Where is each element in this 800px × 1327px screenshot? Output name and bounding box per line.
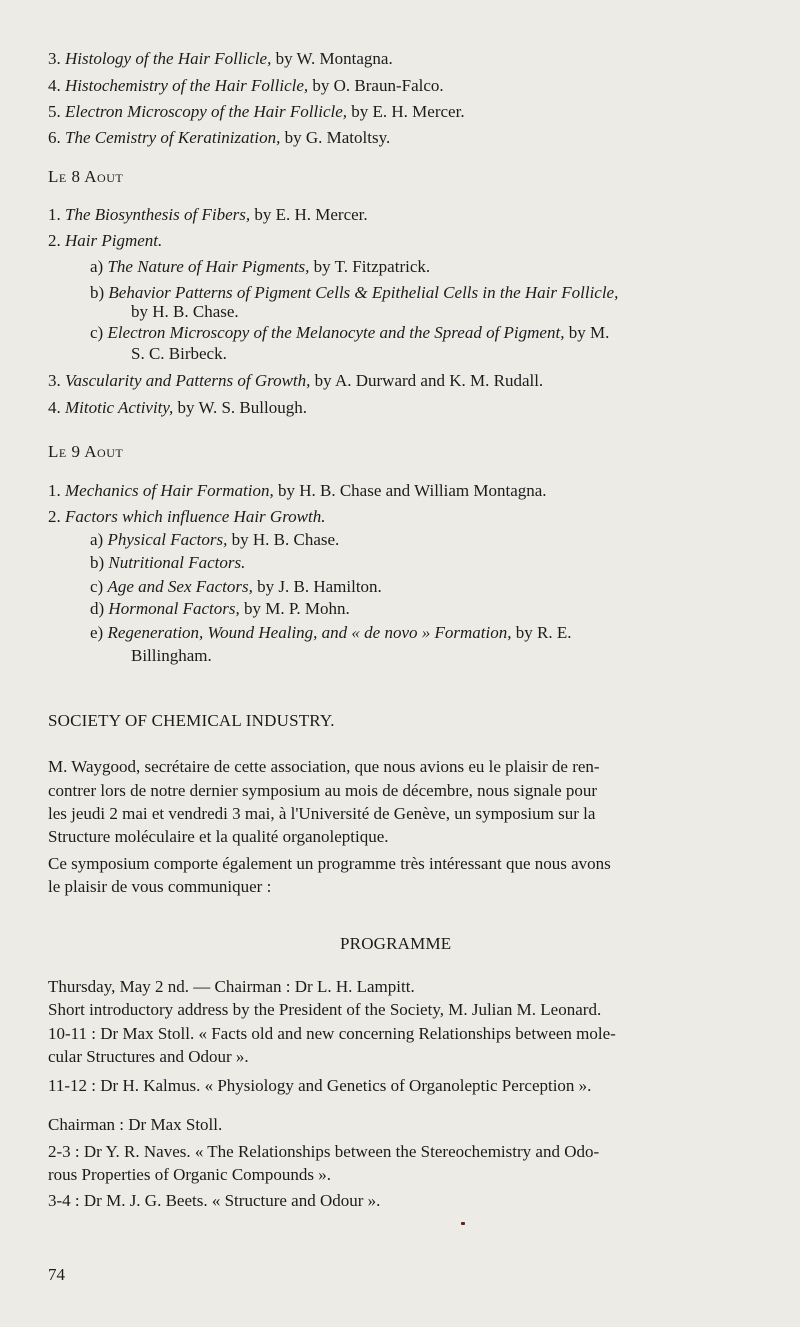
sub-list-item-continued: by H. B. Chase.: [131, 302, 239, 321]
list-item: 1. The Biosynthesis of Fibers, by E. H. Mercer.: [48, 205, 368, 224]
paragraph-line: les jeudi 2 mai et vendredi 3 mai, à l'Université de Genève, un symposium sur la: [48, 804, 596, 823]
sub-list-item: b) Behavior Patterns of Pigment Cells & Epithelial Cells in the Hair Follicle,: [90, 283, 619, 302]
programme-line: 3-4 : Dr M. J. G. Beets. « Structure and Odour ».: [48, 1191, 381, 1210]
ink-mark: [461, 1222, 465, 1225]
programme-line: cular Structures and Odour ».: [48, 1047, 249, 1066]
paragraph-line: Structure moléculaire et la qualité organoleptique.: [48, 827, 389, 846]
paragraph-line: Ce symposium comporte également un programme très intéressant que nous avons: [48, 854, 611, 873]
list-item: 6. The Cemistry of Keratinization, by G. Matoltsy.: [48, 128, 391, 147]
sub-list-item: e) Regeneration, Wound Healing, and « de novo » Formation, by R. E.: [90, 623, 572, 642]
sub-list-item: a) Physical Factors, by H. B. Chase.: [90, 530, 340, 549]
programme-line: 11-12 : Dr H. Kalmus. « Physiology and Genetics of Organoleptic Perception ».: [48, 1076, 592, 1095]
programme-line: Chairman : Dr Max Stoll.: [48, 1115, 223, 1134]
programme-line: rous Properties of Organic Compounds ».: [48, 1165, 331, 1184]
programme-line: 2-3 : Dr Y. R. Naves. « The Relationships between the Stereochemistry and Odo-: [48, 1142, 600, 1161]
list-item: 5. Electron Microscopy of the Hair Follicle, by E. H. Mercer.: [48, 102, 465, 121]
sub-list-item: c) Age and Sex Factors, by J. B. Hamilton.: [90, 577, 382, 596]
list-item: 3. Histology of the Hair Follicle, by W. Montagna.: [48, 49, 393, 68]
sub-list-item-continued: S. C. Birbeck.: [131, 344, 227, 363]
section-heading-society: SOCIETY OF CHEMICAL INDUSTRY.: [48, 711, 335, 730]
sub-list-item-continued: Billingham.: [131, 646, 212, 665]
programme-line: Short introductory address by the President of the Society, M. Julian M. Leonard.: [48, 1000, 602, 1019]
section-heading-8-aout: Le 8 Aout: [48, 167, 124, 186]
paragraph-line: le plaisir de vous communiquer :: [48, 877, 272, 896]
paragraph-line: M. Waygood, secrétaire de cette association, que nous avions eu le plaisir de ren-: [48, 757, 600, 776]
list-item: 2. Factors which influence Hair Growth.: [48, 507, 326, 526]
sub-list-item: a) The Nature of Hair Pigments, by T. Fitzpatrick.: [90, 257, 431, 276]
section-heading-9-aout: Le 9 Aout: [48, 442, 124, 461]
programme-heading: PROGRAMME: [340, 934, 452, 953]
list-item: 4. Histochemistry of the Hair Follicle, by O. Braun-Falco.: [48, 76, 444, 95]
programme-line: Thursday, May 2 nd. — Chairman : Dr L. H. Lampitt.: [48, 977, 415, 996]
sub-list-item: b) Nutritional Factors.: [90, 553, 246, 572]
page-number: 74: [48, 1265, 65, 1284]
list-item: 2. Hair Pigment.: [48, 231, 163, 250]
list-item: 3. Vascularity and Patterns of Growth, by A. Durward and K. M. Rudall.: [48, 371, 544, 390]
sub-list-item: d) Hormonal Factors, by M. P. Mohn.: [90, 599, 350, 618]
paragraph-line: contrer lors de notre dernier symposium au mois de décembre, nous signale pour: [48, 781, 598, 800]
list-item: 1. Mechanics of Hair Formation, by H. B. Chase and William Montagna.: [48, 481, 547, 500]
list-item: 4. Mitotic Activity, by W. S. Bullough.: [48, 398, 307, 417]
programme-line: 10-11 : Dr Max Stoll. « Facts old and new concerning Relationships between mole-: [48, 1024, 616, 1043]
sub-list-item: c) Electron Microscopy of the Melanocyte and the Spread of Pigment, by M.: [90, 323, 610, 342]
